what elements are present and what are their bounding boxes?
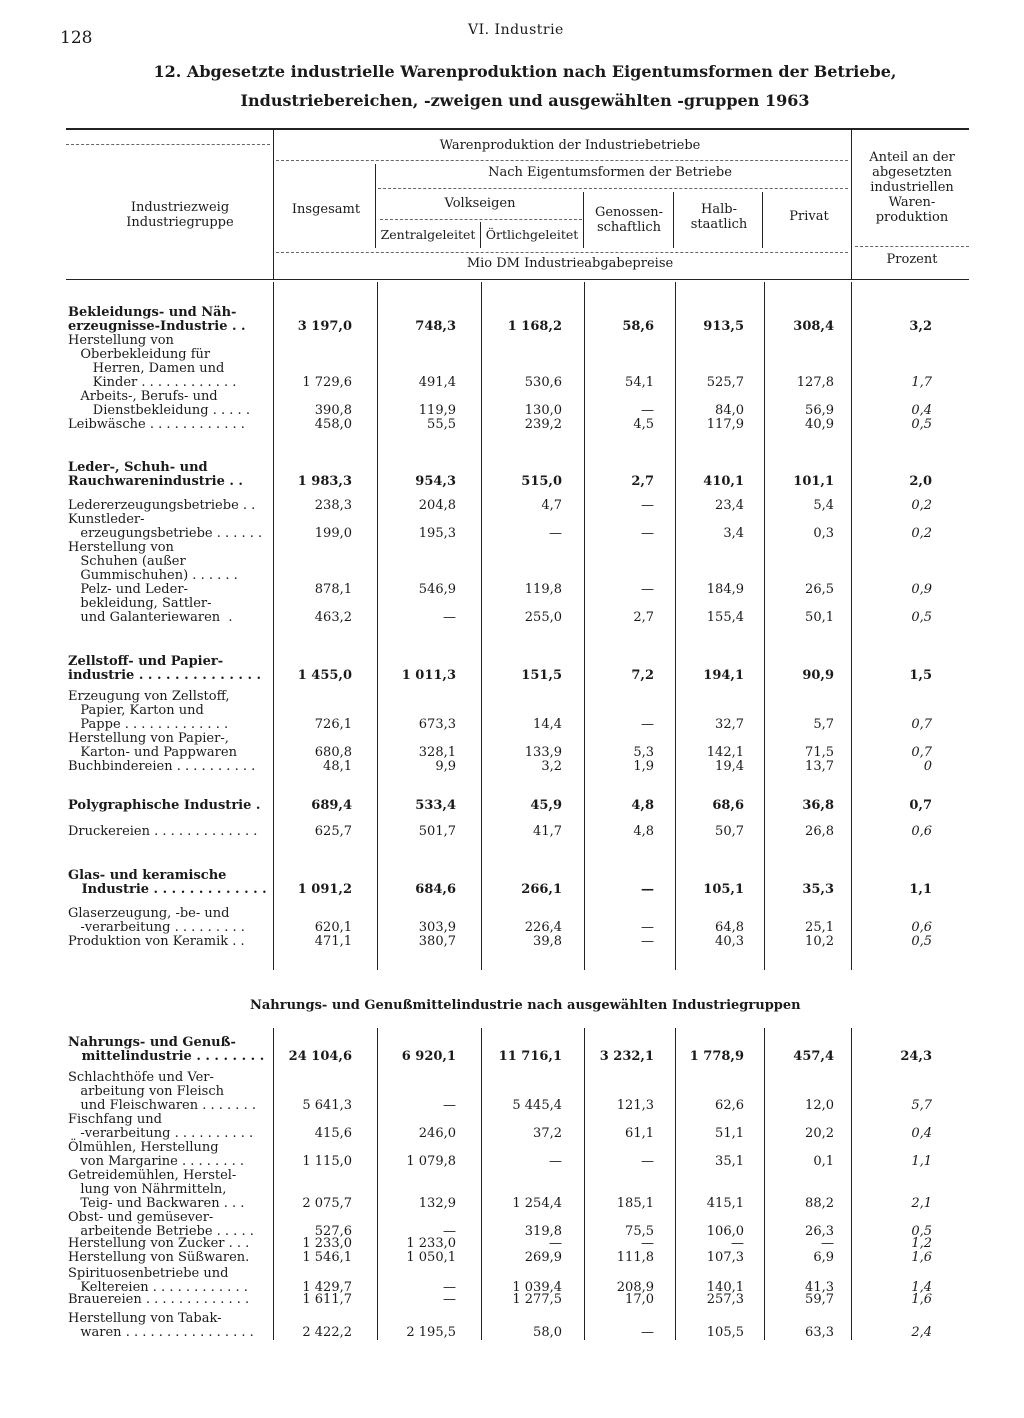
cell-value: 45,9: [530, 798, 562, 813]
header-divider: [273, 130, 274, 280]
cell-value: 2,7: [631, 474, 654, 489]
cell-value: 1 039,4: [512, 1280, 562, 1295]
cell-value: 75,5: [625, 1224, 654, 1239]
cell-value: 2 075,7: [302, 1196, 352, 1211]
cell-value: 26,5: [805, 582, 834, 597]
column-divider: [273, 282, 274, 970]
cell-value: —: [641, 1236, 654, 1251]
cell-value: 3 232,1: [599, 1049, 654, 1064]
cell-percent: 2,4: [911, 1325, 932, 1340]
cell-value: —: [821, 1236, 834, 1251]
row-label: Getreidemühlen, Herstel- lung von Nährmitteln, Teig- und Backwaren . . .: [68, 1168, 245, 1211]
row-label: Herstellung von Oberbekleidung für Herren, Damen und Kinder . . . . . . . . . . . .: [68, 333, 237, 390]
cell-value: 501,7: [418, 824, 456, 839]
cell-value: 4,7: [541, 498, 562, 513]
cell-value: 199,0: [314, 526, 352, 541]
cell-value: 25,1: [805, 920, 834, 935]
cell-value: 680,8: [314, 745, 352, 760]
cell-percent: 1,1: [909, 882, 932, 897]
cell-value: 194,1: [703, 668, 744, 683]
cell-value: 527,6: [314, 1224, 352, 1239]
cell-value: 269,9: [524, 1250, 562, 1265]
cell-value: 121,3: [616, 1098, 654, 1113]
cell-value: 457,4: [793, 1049, 834, 1064]
cell-value: 5,3: [633, 745, 654, 760]
cell-value: 105,5: [706, 1325, 744, 1340]
cell-value: 155,4: [706, 610, 744, 625]
row-label: Glaserzeugung, -be- und -verarbeitung . . . . . . . . .: [68, 906, 245, 935]
header-nach-eigentum: Nach Eigentumsformen der Betriebe: [488, 165, 732, 180]
cell-value: 117,9: [706, 417, 744, 432]
cell-value: 119,8: [524, 582, 562, 597]
cell-value: —: [443, 1280, 456, 1295]
cell-value: —: [641, 498, 654, 513]
cell-value: 88,2: [805, 1196, 834, 1211]
cell-value: —: [641, 920, 654, 935]
header-rule: [378, 188, 848, 189]
header-anteil: Anteil an der abgesetzten industriellen Waren- produktion: [869, 150, 955, 225]
row-label: Herstellung von Süßwaren.: [68, 1250, 250, 1265]
header-zentralgeleitet: Zentralgeleitet: [380, 227, 476, 242]
cell-value: 10,2: [805, 934, 834, 949]
cell-value: 458,0: [314, 417, 352, 432]
row-label: Schlachthöfe und Ver- arbeitung von Fleisch und Fleischwaren . . . . . . .: [68, 1070, 256, 1113]
header-divider: [851, 130, 852, 280]
cell-value: 748,3: [415, 319, 456, 334]
cell-value: 107,3: [706, 1250, 744, 1265]
header-bottom-rule: [66, 279, 969, 280]
cell-value: 84,0: [715, 403, 744, 418]
cell-value: 19,4: [715, 759, 744, 774]
cell-value: 50,7: [715, 824, 744, 839]
cell-value: 105,1: [703, 882, 744, 897]
cell-percent: 1,1: [911, 1154, 932, 1169]
cell-value: 525,7: [706, 375, 744, 390]
cell-value: 23,4: [715, 498, 744, 513]
cell-value: 101,1: [793, 474, 834, 489]
cell-value: 90,9: [802, 668, 834, 683]
cell-value: 1,9: [633, 759, 654, 774]
cell-value: 63,3: [805, 1325, 834, 1340]
table-title-line-2: Industriebereichen, -zweigen und ausgewählten -gruppen 1963: [240, 91, 810, 110]
cell-value: 11 716,1: [498, 1049, 562, 1064]
cell-value: 62,6: [715, 1098, 744, 1113]
cell-value: 36,8: [802, 798, 834, 813]
row-label: bekleidung, Sattler- und Galanteriewaren .: [80, 596, 233, 625]
cell-percent: 0,2: [911, 498, 932, 513]
section-title-nahrung: Nahrungs- und Genußmittelindustrie nach ausgewählten Industriegruppen: [250, 998, 801, 1013]
cell-value: 48,1: [323, 759, 352, 774]
cell-percent: 0,5: [911, 934, 932, 949]
cell-value: —: [731, 1236, 744, 1251]
page-number: 128: [60, 28, 93, 48]
cell-value: 238,3: [314, 498, 352, 513]
cell-value: 68,6: [712, 798, 744, 813]
cell-percent: 0: [923, 759, 932, 774]
row-label: Erzeugung von Zellstoff, Papier, Karton und Pappe . . . . . . . . . . . . .: [68, 689, 230, 732]
cell-value: 684,6: [415, 882, 456, 897]
cell-value: 127,8: [796, 375, 834, 390]
header-divider: [583, 192, 584, 248]
cell-value: 246,0: [418, 1126, 456, 1141]
cell-value: 308,4: [793, 319, 834, 334]
cell-percent: 1,2: [911, 1236, 932, 1251]
cell-value: 1 091,2: [297, 882, 352, 897]
cell-value: 1 079,8: [406, 1154, 456, 1169]
cell-value: 4,8: [633, 824, 654, 839]
cell-value: 142,1: [706, 745, 744, 760]
cell-value: —: [549, 526, 562, 541]
cell-value: 491,4: [418, 375, 456, 390]
cell-value: 1 277,5: [512, 1292, 562, 1307]
cell-value: 40,9: [805, 417, 834, 432]
cell-value: 954,3: [415, 474, 456, 489]
row-label: Leder-, Schuh- und Rauchwarenindustrie . .: [68, 460, 243, 489]
cell-value: 3,4: [723, 526, 744, 541]
cell-value: 1 050,1: [406, 1250, 456, 1265]
cell-value: 546,9: [418, 582, 456, 597]
cell-value: 195,3: [418, 526, 456, 541]
cell-percent: 1,4: [911, 1280, 932, 1295]
cell-value: 37,2: [533, 1126, 562, 1141]
column-divider: [584, 1028, 585, 1340]
cell-value: 40,3: [715, 934, 744, 949]
cell-value: 54,1: [625, 375, 654, 390]
cell-value: 133,9: [524, 745, 562, 760]
cell-value: 1 233,0: [302, 1236, 352, 1251]
row-label: Ölmühlen, Herstellung von Margarine . . . . . . . .: [68, 1140, 244, 1169]
cell-value: 463,2: [314, 610, 352, 625]
cell-percent: 0,5: [911, 1224, 932, 1239]
row-label: Polygraphische Industrie .: [68, 798, 261, 813]
row-label: Zellstoff- und Papier- industrie . . . . . . . . . . . . . .: [68, 654, 262, 683]
cell-value: 913,5: [703, 319, 744, 334]
table-top-rule: [66, 128, 969, 130]
cell-value: 106,0: [706, 1224, 744, 1239]
cell-value: 12,0: [805, 1098, 834, 1113]
header-industry: Industriezweig Industriegruppe: [126, 200, 234, 230]
cell-value: 1 729,6: [302, 375, 352, 390]
cell-value: —: [443, 1098, 456, 1113]
cell-value: 303,9: [418, 920, 456, 935]
header-unit-percent: Prozent: [886, 252, 938, 267]
chapter-heading: VI. Industrie: [468, 22, 564, 38]
row-label: Herstellung von Zucker . . .: [68, 1236, 250, 1251]
column-divider: [764, 1028, 765, 1340]
cell-value: 71,5: [805, 745, 834, 760]
cell-value: —: [641, 582, 654, 597]
cell-value: 0,3: [813, 526, 834, 541]
row-label: Herstellung von Tabak- waren . . . . . . . . . . . . . . . .: [68, 1311, 254, 1340]
cell-value: 257,3: [706, 1292, 744, 1307]
header-oertlichgeleitet: Örtlichgeleitet: [485, 227, 579, 242]
cell-percent: 0,5: [911, 610, 932, 625]
cell-value: —: [443, 1224, 456, 1239]
row-label: Fischfang und -verarbeitung . . . . . . . . . .: [68, 1112, 254, 1141]
header-rule: [380, 219, 582, 220]
cell-value: 64,8: [715, 920, 744, 935]
cell-percent: 1,5: [909, 668, 932, 683]
cell-value: 208,9: [616, 1280, 654, 1295]
cell-percent: 24,3: [900, 1049, 932, 1064]
cell-value: 55,5: [427, 417, 456, 432]
row-label: Ledererzeugungsbetriebe . .: [68, 498, 256, 513]
cell-percent: 5,7: [911, 1098, 932, 1113]
cell-value: 533,4: [415, 798, 456, 813]
cell-percent: 0,4: [911, 403, 932, 418]
cell-percent: 0,2: [911, 526, 932, 541]
cell-value: —: [549, 1154, 562, 1169]
cell-value: 0,1: [813, 1154, 834, 1169]
cell-value: —: [641, 934, 654, 949]
cell-value: 185,1: [616, 1196, 654, 1211]
cell-value: 226,4: [524, 920, 562, 935]
cell-value: —: [443, 610, 456, 625]
header-insgesamt: Insgesamt: [291, 202, 361, 217]
cell-value: 24 104,6: [288, 1049, 352, 1064]
header-genossenschaftlich: Genossen- schaftlich: [594, 205, 664, 235]
cell-percent: 1,7: [911, 375, 932, 390]
cell-value: 20,2: [805, 1126, 834, 1141]
cell-value: 5,7: [813, 717, 834, 732]
cell-value: 1 115,0: [302, 1154, 352, 1169]
row-label: Obst- und gemüsever- arbeitende Betriebe . . . . .: [68, 1210, 254, 1239]
cell-percent: 1,6: [911, 1250, 932, 1265]
cell-value: 6,9: [813, 1250, 834, 1265]
row-label: Leibwäsche . . . . . . . . . . . .: [68, 417, 245, 432]
header-volkseigen: Volkseigen: [444, 196, 516, 211]
column-divider: [851, 282, 852, 970]
cell-percent: 1,6: [911, 1292, 932, 1307]
cell-value: 530,6: [524, 375, 562, 390]
cell-value: —: [641, 1154, 654, 1169]
cell-value: 1 429,7: [302, 1280, 352, 1295]
header-rule: [276, 252, 848, 253]
header-unit-values: Mio DM Industrieabgabepreise: [466, 256, 674, 271]
cell-value: 5 641,3: [302, 1098, 352, 1113]
column-divider: [584, 282, 585, 970]
cell-value: 1 168,2: [507, 319, 562, 334]
cell-value: 328,1: [418, 745, 456, 760]
row-label: Produktion von Keramik . .: [68, 934, 245, 949]
cell-value: 471,1: [314, 934, 352, 949]
cell-value: 184,9: [706, 582, 744, 597]
cell-value: 673,3: [418, 717, 456, 732]
cell-value: 35,3: [802, 882, 834, 897]
header-warenproduktion: Warenproduktion der Industriebetriebe: [439, 138, 701, 153]
column-divider: [481, 282, 482, 970]
cell-value: 50,1: [805, 610, 834, 625]
cell-value: 26,3: [805, 1224, 834, 1239]
cell-value: 132,9: [418, 1196, 456, 1211]
cell-percent: 0,6: [911, 920, 932, 935]
header-divider: [762, 192, 763, 248]
cell-value: —: [549, 1236, 562, 1251]
cell-value: 4,5: [633, 417, 654, 432]
table-title-line-1: 12. Abgesetzte industrielle Warenproduktion nach Eigentumsformen der Betriebe,: [153, 62, 897, 81]
cell-value: 1 983,3: [297, 474, 352, 489]
cell-value: 9,9: [435, 759, 456, 774]
cell-value: 13,7: [805, 759, 834, 774]
cell-value: 1 611,7: [302, 1292, 352, 1307]
cell-value: 5 445,4: [512, 1098, 562, 1113]
cell-percent: 0,9: [911, 582, 932, 597]
cell-value: 1 233,0: [406, 1236, 456, 1251]
cell-value: —: [641, 717, 654, 732]
row-label: Arbeits-, Berufs- und Dienstbekleidung . . . . .: [80, 389, 250, 418]
cell-value: 3,2: [541, 759, 562, 774]
cell-percent: 2,1: [911, 1196, 932, 1211]
cell-value: 17,0: [625, 1292, 654, 1307]
row-label: Buchbindereien . . . . . . . . . .: [68, 759, 256, 774]
cell-value: 41,3: [805, 1280, 834, 1295]
cell-value: —: [641, 526, 654, 541]
cell-value: 1 778,9: [689, 1049, 744, 1064]
cell-value: 415,6: [314, 1126, 352, 1141]
cell-value: 3 197,0: [297, 319, 352, 334]
cell-value: 56,9: [805, 403, 834, 418]
column-divider: [273, 1028, 274, 1340]
cell-value: 59,7: [805, 1292, 834, 1307]
cell-value: 2,7: [633, 610, 654, 625]
row-label: Spirituosenbetriebe und Keltereien . . . . . . . . . . . .: [68, 1266, 248, 1295]
cell-value: 4,8: [631, 798, 654, 813]
header-rule: [276, 160, 848, 161]
cell-value: 410,1: [703, 474, 744, 489]
cell-value: 26,8: [805, 824, 834, 839]
cell-value: 51,1: [715, 1126, 744, 1141]
cell-percent: 0,6: [911, 824, 932, 839]
header-privat: Privat: [789, 209, 829, 224]
cell-value: 14,4: [533, 717, 562, 732]
cell-value: 58,0: [533, 1325, 562, 1340]
cell-value: 726,1: [314, 717, 352, 732]
cell-value: 32,7: [715, 717, 744, 732]
cell-value: 380,7: [418, 934, 456, 949]
cell-value: 1 254,4: [512, 1196, 562, 1211]
cell-value: 1 011,3: [401, 668, 456, 683]
cell-percent: 3,2: [909, 319, 932, 334]
cell-value: 415,1: [706, 1196, 744, 1211]
row-label: Glas- und keramische Industrie . . . . . . . . . . . . .: [68, 868, 267, 897]
header-halbstaatlich: Halb- staatlich: [690, 202, 748, 232]
cell-percent: 0,7: [911, 717, 932, 732]
cell-value: 151,5: [521, 668, 562, 683]
header-rule: [855, 246, 969, 247]
cell-value: —: [641, 882, 654, 897]
row-label: Druckereien . . . . . . . . . . . . .: [68, 824, 258, 839]
cell-value: 515,0: [521, 474, 562, 489]
row-label: Herstellung von Schuhen (außer Gummischuhen) . . . . . . Pelz- und Leder-: [68, 540, 238, 597]
cell-value: —: [641, 403, 654, 418]
cell-percent: 2,0: [909, 474, 932, 489]
row-label: Nahrungs- und Genuß- mittelindustrie . . . . . . . .: [68, 1035, 265, 1064]
cell-value: 130,0: [524, 403, 562, 418]
cell-value: 2 195,5: [406, 1325, 456, 1340]
cell-value: 266,1: [521, 882, 562, 897]
header-divider: [673, 192, 674, 248]
column-divider: [481, 1028, 482, 1340]
column-divider: [764, 282, 765, 970]
cell-value: 319,8: [524, 1224, 562, 1239]
cell-value: 204,8: [418, 498, 456, 513]
cell-value: 1 455,0: [297, 668, 352, 683]
cell-value: 39,8: [533, 934, 562, 949]
cell-value: —: [641, 1325, 654, 1340]
cell-value: 35,1: [715, 1154, 744, 1169]
cell-value: 5,4: [813, 498, 834, 513]
header-rule: [66, 144, 270, 145]
row-label: Kunstleder- erzeugungsbetriebe . . . . . .: [68, 512, 263, 541]
cell-value: 7,2: [631, 668, 654, 683]
cell-value: 111,8: [616, 1250, 654, 1265]
cell-percent: 0,5: [911, 417, 932, 432]
row-label: Brauereien . . . . . . . . . . . . .: [68, 1292, 250, 1307]
cell-value: 140,1: [706, 1280, 744, 1295]
row-label: Herstellung von Papier-, Karton- und Pappwaren: [68, 731, 237, 760]
cell-value: —: [443, 1292, 456, 1307]
cell-value: 119,9: [418, 403, 456, 418]
cell-value: 1 546,1: [302, 1250, 352, 1265]
cell-percent: 0,7: [911, 745, 932, 760]
cell-value: 255,0: [524, 610, 562, 625]
cell-value: 58,6: [622, 319, 654, 334]
cell-value: 2 422,2: [302, 1325, 352, 1340]
cell-value: 878,1: [314, 582, 352, 597]
cell-value: 620,1: [314, 920, 352, 935]
cell-percent: 0,4: [911, 1126, 932, 1141]
cell-value: 689,4: [311, 798, 352, 813]
cell-value: 625,7: [314, 824, 352, 839]
cell-value: 61,1: [625, 1126, 654, 1141]
cell-value: 239,2: [524, 417, 562, 432]
cell-percent: 0,7: [909, 798, 932, 813]
cell-value: 41,7: [533, 824, 562, 839]
column-divider: [851, 1028, 852, 1340]
cell-value: 6 920,1: [401, 1049, 456, 1064]
cell-value: 390,8: [314, 403, 352, 418]
row-label: Bekleidungs- und Näh- erzeugnisse-Industrie . .: [68, 305, 246, 334]
